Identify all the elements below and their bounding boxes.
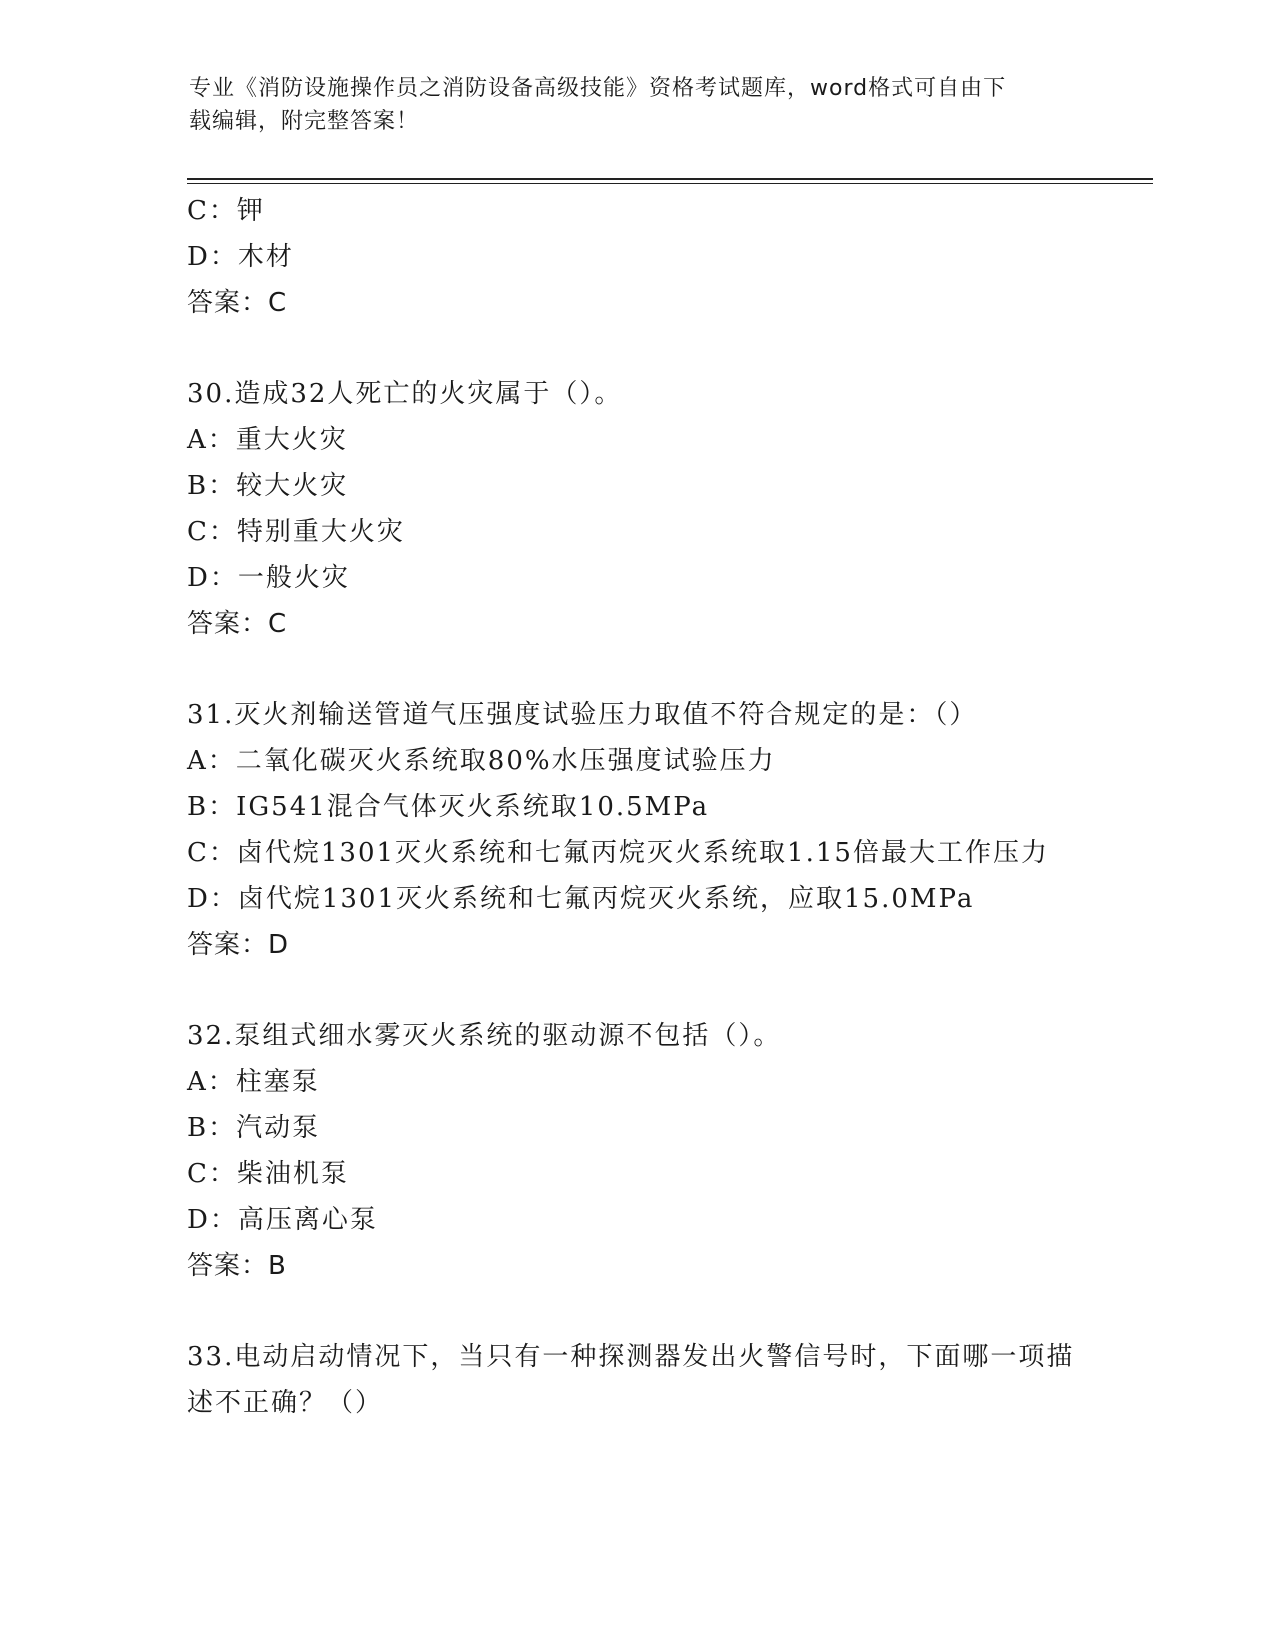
- option-b: B：汽动泵: [187, 1113, 321, 1143]
- answer-line: 答案：C: [187, 288, 288, 318]
- question-list: [187, 188, 1147, 1426]
- question-text: 32.泵组式细水雾灭火系统的驱动源不包括（）。: [187, 1021, 782, 1051]
- header-divider-thick: [187, 178, 1153, 180]
- option-d: D：一般火灾: [187, 563, 350, 593]
- option-a: A：二氧化碳灭火系统取80%水压强度试验压力: [187, 746, 776, 776]
- option-c: C：柴油机泵: [187, 1159, 349, 1189]
- question-text: 33.电动启动情况下，当只有一种探测器发出火警信号时，下面哪一项描述不正确？（）: [187, 1342, 1075, 1418]
- option-d: D：卤代烷1301灭火系统和七氟丙烷灭火系统，应取15.0MPa: [187, 884, 975, 914]
- option-a: A：柱塞泵: [187, 1067, 320, 1097]
- option-a: A：重大火灾: [187, 425, 348, 455]
- option-d: D：高压离心泵: [187, 1205, 378, 1235]
- question-text: 31.灭火剂输送管道气压强度试验压力取值不符合规定的是：（）: [187, 700, 978, 730]
- question-29-tail: [187, 188, 1147, 326]
- answer-line: 答案：C: [187, 609, 288, 639]
- option-c: C：卤代烷1301灭火系统和七氟丙烷灭火系统取1.15倍最大工作压力: [187, 838, 1049, 868]
- header-line-2: 载编辑，附完整答案！: [189, 109, 420, 134]
- answer-line: 答案：B: [187, 1251, 287, 1281]
- answer-line: 答案：D: [187, 930, 290, 960]
- option-d: D：木材: [187, 242, 294, 272]
- option-b: B：IG541混合气体灭火系统取10.5MPa: [187, 792, 710, 822]
- option-c: C：特别重大火灾: [187, 517, 405, 547]
- question-text: 30.造成32人死亡的火灾属于（）。: [187, 379, 623, 409]
- question-31: [187, 692, 1147, 968]
- header-divider-thin: [187, 183, 1153, 184]
- question-32: [187, 1013, 1147, 1289]
- question-30: [187, 371, 1147, 647]
- option-c: C：钾: [187, 196, 265, 226]
- option-b: B：较大火灾: [187, 471, 349, 501]
- header-line-1: 专业《消防设施操作员之消防设备高级技能》资格考试题库，word格式可自由下: [189, 76, 1007, 101]
- document-header: [189, 72, 1089, 138]
- question-33: [187, 1334, 1147, 1426]
